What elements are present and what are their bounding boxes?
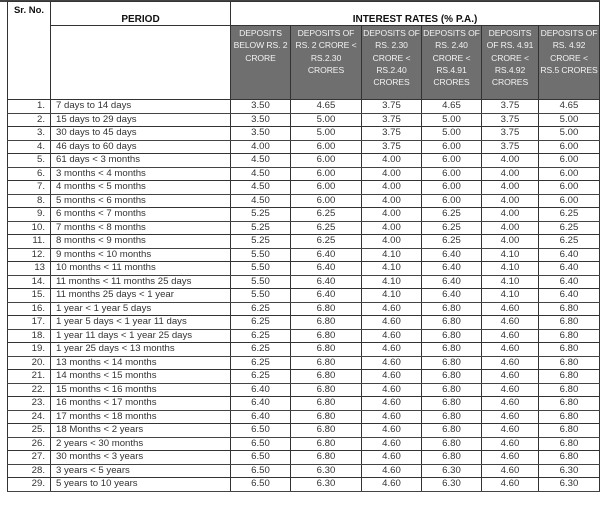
cell-rate: 6.00 — [539, 140, 600, 154]
cell-rate: 3.75 — [362, 140, 422, 154]
header-row-sub — [8, 26, 600, 100]
table-row — [8, 140, 600, 154]
cell-period: 1 year < 1 year 5 days — [51, 302, 231, 316]
cell-rate: 6.25 — [291, 208, 362, 222]
table-row — [8, 464, 600, 478]
cell-sr-no: 4. — [8, 140, 51, 154]
table-row — [8, 451, 600, 465]
cell-rate: 6.50 — [231, 424, 291, 438]
cell-rate: 6.80 — [422, 424, 482, 438]
cell-period: 2 years < 30 months — [51, 437, 231, 451]
cell-rate: 4.65 — [422, 100, 482, 114]
cell-rate: 6.40 — [291, 262, 362, 276]
table-row — [8, 478, 600, 492]
cell-rate: 4.60 — [362, 343, 422, 357]
cell-period: 11 months < 11 months 25 days — [51, 275, 231, 289]
cell-rate: 6.80 — [422, 410, 482, 424]
cell-rate: 6.80 — [539, 410, 600, 424]
cell-rate: 4.60 — [482, 464, 539, 478]
cell-rate: 6.40 — [291, 289, 362, 303]
cell-rate: 6.25 — [231, 316, 291, 330]
cell-rate: 6.25 — [422, 235, 482, 249]
cell-rate: 4.10 — [362, 275, 422, 289]
cell-rate: 4.60 — [482, 316, 539, 330]
table-row — [8, 113, 600, 127]
cell-sr-no: 9. — [8, 208, 51, 222]
cell-rate: 4.00 — [482, 154, 539, 168]
cell-period: 30 days to 45 days — [51, 127, 231, 141]
cell-rate: 6.80 — [291, 451, 362, 465]
cell-sr-no: 14. — [8, 275, 51, 289]
cell-rate: 6.40 — [231, 383, 291, 397]
cell-rate: 4.60 — [482, 424, 539, 438]
cell-rate: 4.00 — [362, 235, 422, 249]
cell-rate: 4.10 — [482, 275, 539, 289]
cell-rate: 4.60 — [482, 356, 539, 370]
cell-rate: 6.00 — [422, 181, 482, 195]
cell-rate: 4.50 — [231, 194, 291, 208]
cell-rate: 6.80 — [539, 397, 600, 411]
cell-rate: 4.60 — [482, 437, 539, 451]
subheader-2-40cr-4-91cr: DEPOSITS OF RS. 2.40 CRORE < RS.4.91 CRORES — [422, 26, 482, 100]
table-row — [8, 316, 600, 330]
cell-rate: 6.00 — [539, 167, 600, 181]
cell-rate: 3.75 — [482, 100, 539, 114]
subheader-4-91cr-4-92cr: DEPOSITS OF RS. 4.91 CRORE < RS.4.92 CRORES — [482, 26, 539, 100]
cell-rate: 4.60 — [362, 451, 422, 465]
cell-period: 8 months < 9 months — [51, 235, 231, 249]
cell-rate: 6.40 — [422, 248, 482, 262]
cell-rate: 5.00 — [422, 127, 482, 141]
cell-rate: 4.60 — [362, 410, 422, 424]
cell-sr-no: 23. — [8, 397, 51, 411]
cell-rate: 4.00 — [231, 140, 291, 154]
table-row — [8, 194, 600, 208]
cell-rate: 6.40 — [231, 397, 291, 411]
interest-rate-table — [7, 1, 600, 492]
cell-rate: 4.60 — [362, 478, 422, 492]
cell-rate: 5.50 — [231, 262, 291, 276]
cell-rate: 6.25 — [231, 343, 291, 357]
table-row — [8, 424, 600, 438]
subheader-below-2cr: DEPOSITS BELOW RS. 2 CRORE — [231, 26, 291, 100]
cell-rate: 3.50 — [231, 113, 291, 127]
cell-period: 3 years < 5 years — [51, 464, 231, 478]
cell-rate: 4.50 — [231, 167, 291, 181]
cell-rate: 6.80 — [422, 316, 482, 330]
cell-period: 18 Months < 2 years — [51, 424, 231, 438]
cell-rate: 3.75 — [482, 127, 539, 141]
cell-rate: 6.50 — [231, 478, 291, 492]
cell-rate: 5.25 — [231, 221, 291, 235]
cell-rate: 4.10 — [482, 289, 539, 303]
cell-rate: 6.40 — [539, 275, 600, 289]
cell-rate: 4.00 — [482, 221, 539, 235]
cell-period: 61 days < 3 months — [51, 154, 231, 168]
cell-sr-no: 20. — [8, 356, 51, 370]
cell-rate: 4.60 — [362, 383, 422, 397]
cell-period: 6 months < 7 months — [51, 208, 231, 222]
cell-rate: 3.75 — [482, 140, 539, 154]
cell-period: 13 months < 14 months — [51, 356, 231, 370]
table-row — [8, 397, 600, 411]
subheader-4-92cr-5cr: DEPOSITS OF RS. 4.92 CRORE < RS.5 CRORES — [539, 26, 600, 100]
cell-rate: 5.00 — [291, 127, 362, 141]
cell-rate: 4.60 — [482, 410, 539, 424]
cell-rate: 6.00 — [291, 154, 362, 168]
cell-rate: 6.80 — [291, 316, 362, 330]
table-row — [8, 221, 600, 235]
cell-rate: 6.40 — [422, 262, 482, 276]
cell-rate: 6.80 — [422, 437, 482, 451]
cell-rate: 6.80 — [539, 302, 600, 316]
cell-rate: 6.80 — [422, 397, 482, 411]
cell-rate: 6.80 — [539, 383, 600, 397]
cell-rate: 5.50 — [231, 248, 291, 262]
interest-rate-table-container — [7, 1, 599, 492]
cell-rate: 4.10 — [482, 262, 539, 276]
cell-rate: 6.80 — [291, 302, 362, 316]
cell-rate: 6.25 — [291, 235, 362, 249]
cell-rate: 6.00 — [422, 140, 482, 154]
cell-rate: 6.25 — [231, 329, 291, 343]
cell-rate: 6.00 — [539, 194, 600, 208]
cell-rate: 6.80 — [422, 370, 482, 384]
cell-rate: 6.00 — [291, 140, 362, 154]
cell-sr-no: 6. — [8, 167, 51, 181]
cell-rate: 6.40 — [291, 275, 362, 289]
cell-rate: 6.00 — [422, 154, 482, 168]
table-row — [8, 289, 600, 303]
cell-rate: 6.40 — [539, 262, 600, 276]
table-row — [8, 248, 600, 262]
cell-rate: 6.25 — [291, 221, 362, 235]
cell-rate: 6.00 — [539, 154, 600, 168]
table-row — [8, 235, 600, 249]
cell-rate: 4.60 — [362, 329, 422, 343]
cell-rate: 4.00 — [482, 181, 539, 195]
cell-period: 1 year 11 days < 1 year 25 days — [51, 329, 231, 343]
table-row — [8, 437, 600, 451]
cell-sr-no: 22. — [8, 383, 51, 397]
table-row — [8, 370, 600, 384]
table-row — [8, 343, 600, 357]
cell-rate: 5.50 — [231, 275, 291, 289]
cell-rate: 6.80 — [539, 437, 600, 451]
cell-period: 16 months < 17 months — [51, 397, 231, 411]
cell-rate: 6.80 — [291, 410, 362, 424]
subheader-2-30cr-2-40cr: DEPOSITS OF RS. 2.30 CRORE < RS.2.40 CRORES — [362, 26, 422, 100]
table-row — [8, 410, 600, 424]
cell-rate: 3.75 — [362, 113, 422, 127]
cell-rate: 4.00 — [362, 208, 422, 222]
cell-sr-no: 18. — [8, 329, 51, 343]
cell-rate: 4.00 — [362, 167, 422, 181]
cell-rate: 6.40 — [539, 248, 600, 262]
cell-rate: 3.75 — [362, 127, 422, 141]
cell-rate: 5.00 — [539, 113, 600, 127]
cell-rate: 6.25 — [539, 221, 600, 235]
cell-rate: 6.80 — [422, 451, 482, 465]
cell-rate: 6.80 — [291, 383, 362, 397]
table-row — [8, 127, 600, 141]
cell-rate: 6.80 — [291, 343, 362, 357]
cell-rate: 6.80 — [539, 451, 600, 465]
cell-rate: 4.00 — [362, 221, 422, 235]
cell-period: 3 months < 4 months — [51, 167, 231, 181]
table-row — [8, 383, 600, 397]
cell-rate: 4.60 — [482, 451, 539, 465]
cell-period: 4 months < 5 months — [51, 181, 231, 195]
table-row — [8, 100, 600, 114]
table-row — [8, 275, 600, 289]
cell-rate: 6.00 — [539, 181, 600, 195]
cell-sr-no: 15. — [8, 289, 51, 303]
cell-sr-no: 13 — [8, 262, 51, 276]
cell-period: 7 months < 8 months — [51, 221, 231, 235]
cell-period: 9 months < 10 months — [51, 248, 231, 262]
cell-rate: 4.60 — [362, 302, 422, 316]
cell-rate: 6.30 — [539, 478, 600, 492]
header-row-main — [8, 2, 600, 26]
cell-period: 1 year 5 days < 1 year 11 days — [51, 316, 231, 330]
cell-rate: 6.80 — [422, 302, 482, 316]
cell-rate: 6.00 — [422, 167, 482, 181]
cell-rate: 4.60 — [362, 316, 422, 330]
table-row — [8, 262, 600, 276]
cell-period: 5 months < 6 months — [51, 194, 231, 208]
cell-rate: 6.30 — [291, 478, 362, 492]
cell-rate: 4.60 — [482, 329, 539, 343]
cell-rate: 6.50 — [231, 451, 291, 465]
cell-sr-no: 1. — [8, 100, 51, 114]
table-row — [8, 302, 600, 316]
cell-sr-no: 24. — [8, 410, 51, 424]
cell-rate: 6.80 — [291, 397, 362, 411]
cell-rate: 6.80 — [291, 356, 362, 370]
cell-rate: 4.00 — [362, 154, 422, 168]
cell-sr-no: 5. — [8, 154, 51, 168]
table-row — [8, 208, 600, 222]
cell-rate: 4.00 — [482, 235, 539, 249]
cell-rate: 3.50 — [231, 100, 291, 114]
cell-rate: 6.50 — [231, 464, 291, 478]
cell-sr-no: 2. — [8, 113, 51, 127]
cell-rate: 6.80 — [539, 343, 600, 357]
cell-period: 11 months 25 days < 1 year — [51, 289, 231, 303]
cell-rate: 6.80 — [539, 370, 600, 384]
cell-rate: 4.60 — [362, 437, 422, 451]
cell-sr-no: 21. — [8, 370, 51, 384]
cell-period: 14 months < 15 months — [51, 370, 231, 384]
cell-rate: 6.80 — [539, 424, 600, 438]
cell-rate: 4.60 — [362, 397, 422, 411]
header-interest-rates: INTEREST RATES (% P.A.) — [231, 2, 600, 26]
cell-rate: 6.80 — [291, 329, 362, 343]
cell-rate: 6.40 — [422, 289, 482, 303]
table-row — [8, 329, 600, 343]
cell-rate: 6.25 — [422, 221, 482, 235]
cell-rate: 4.60 — [482, 383, 539, 397]
cell-rate: 6.40 — [231, 410, 291, 424]
cell-rate: 4.10 — [482, 248, 539, 262]
cell-rate: 6.80 — [539, 316, 600, 330]
cell-rate: 6.00 — [291, 181, 362, 195]
cell-period: 10 months < 11 months — [51, 262, 231, 276]
cell-rate: 4.00 — [482, 194, 539, 208]
cell-rate: 6.40 — [422, 275, 482, 289]
table-body — [8, 100, 600, 492]
cell-period: 46 days to 60 days — [51, 140, 231, 154]
cell-rate: 4.00 — [362, 194, 422, 208]
cell-rate: 6.30 — [422, 478, 482, 492]
cell-sr-no: 27. — [8, 451, 51, 465]
cell-rate: 6.00 — [291, 167, 362, 181]
cell-period: 17 months < 18 months — [51, 410, 231, 424]
cell-rate: 4.10 — [362, 248, 422, 262]
cell-rate: 4.60 — [362, 464, 422, 478]
cell-rate: 6.00 — [291, 194, 362, 208]
cell-rate: 5.00 — [422, 113, 482, 127]
cell-rate: 4.65 — [539, 100, 600, 114]
cell-rate: 3.50 — [231, 127, 291, 141]
header-period: PERIOD — [51, 2, 231, 26]
cell-rate: 6.80 — [291, 424, 362, 438]
cell-rate: 4.00 — [482, 208, 539, 222]
cell-period: 7 days to 14 days — [51, 100, 231, 114]
cell-rate: 6.25 — [231, 370, 291, 384]
cell-rate: 4.60 — [362, 424, 422, 438]
subheader-2cr-2-30cr: DEPOSITS OF RS. 2 CRORE < RS.2.30 CRORES — [291, 26, 362, 100]
cell-rate: 4.60 — [482, 343, 539, 357]
cell-rate: 6.30 — [539, 464, 600, 478]
cell-sr-no: 3. — [8, 127, 51, 141]
cell-rate: 4.00 — [362, 181, 422, 195]
cell-sr-no: 25. — [8, 424, 51, 438]
cell-period: 15 months < 16 months — [51, 383, 231, 397]
cell-rate: 6.40 — [291, 248, 362, 262]
cell-rate: 6.25 — [422, 208, 482, 222]
table-row — [8, 154, 600, 168]
cell-rate: 6.00 — [422, 194, 482, 208]
cell-rate: 6.30 — [291, 464, 362, 478]
cell-rate: 6.80 — [422, 329, 482, 343]
cell-rate: 5.25 — [231, 235, 291, 249]
cell-period: 15 days to 29 days — [51, 113, 231, 127]
cell-rate: 4.10 — [362, 289, 422, 303]
cell-rate: 6.80 — [422, 343, 482, 357]
cell-sr-no: 7. — [8, 181, 51, 195]
cell-period: 1 year 25 days < 13 months — [51, 343, 231, 357]
cell-rate: 5.50 — [231, 289, 291, 303]
cell-sr-no: 19. — [8, 343, 51, 357]
table-row — [8, 167, 600, 181]
cell-sr-no: 11. — [8, 235, 51, 249]
table-row — [8, 181, 600, 195]
cell-sr-no: 16. — [8, 302, 51, 316]
cell-rate: 6.25 — [231, 302, 291, 316]
cell-rate: 6.80 — [539, 356, 600, 370]
cell-sr-no: 17. — [8, 316, 51, 330]
cell-period: 30 months < 3 years — [51, 451, 231, 465]
cell-rate: 6.40 — [539, 289, 600, 303]
table-row — [8, 356, 600, 370]
cell-sr-no: 26. — [8, 437, 51, 451]
cell-rate: 5.25 — [231, 208, 291, 222]
cell-rate: 4.60 — [482, 478, 539, 492]
cell-rate: 4.60 — [482, 370, 539, 384]
cell-rate: 5.00 — [539, 127, 600, 141]
cell-rate: 3.75 — [482, 113, 539, 127]
cell-sr-no: 12. — [8, 248, 51, 262]
cell-rate: 6.80 — [291, 437, 362, 451]
cell-rate: 3.75 — [362, 100, 422, 114]
cell-rate: 6.25 — [539, 208, 600, 222]
cell-rate: 6.25 — [231, 356, 291, 370]
cell-rate: 4.65 — [291, 100, 362, 114]
cell-sr-no: 29. — [8, 478, 51, 492]
header-sr-no: Sr. No. — [8, 2, 51, 100]
cell-rate: 6.30 — [422, 464, 482, 478]
cell-sr-no: 10. — [8, 221, 51, 235]
cell-rate: 4.60 — [362, 356, 422, 370]
cell-rate: 6.80 — [539, 329, 600, 343]
cell-rate: 6.80 — [422, 383, 482, 397]
cell-period: 5 years to 10 years — [51, 478, 231, 492]
cell-rate: 4.00 — [482, 167, 539, 181]
cell-rate: 4.60 — [362, 370, 422, 384]
header-period-blank — [51, 26, 231, 100]
cell-rate: 6.50 — [231, 437, 291, 451]
cell-rate: 6.25 — [539, 235, 600, 249]
cell-rate: 4.60 — [482, 397, 539, 411]
cell-rate: 4.50 — [231, 154, 291, 168]
cell-rate: 4.50 — [231, 181, 291, 195]
cell-rate: 5.00 — [291, 113, 362, 127]
cell-rate: 4.10 — [362, 262, 422, 276]
cell-rate: 6.80 — [291, 370, 362, 384]
cell-sr-no: 8. — [8, 194, 51, 208]
cell-rate: 6.80 — [422, 356, 482, 370]
cell-sr-no: 28. — [8, 464, 51, 478]
cell-rate: 4.60 — [482, 302, 539, 316]
